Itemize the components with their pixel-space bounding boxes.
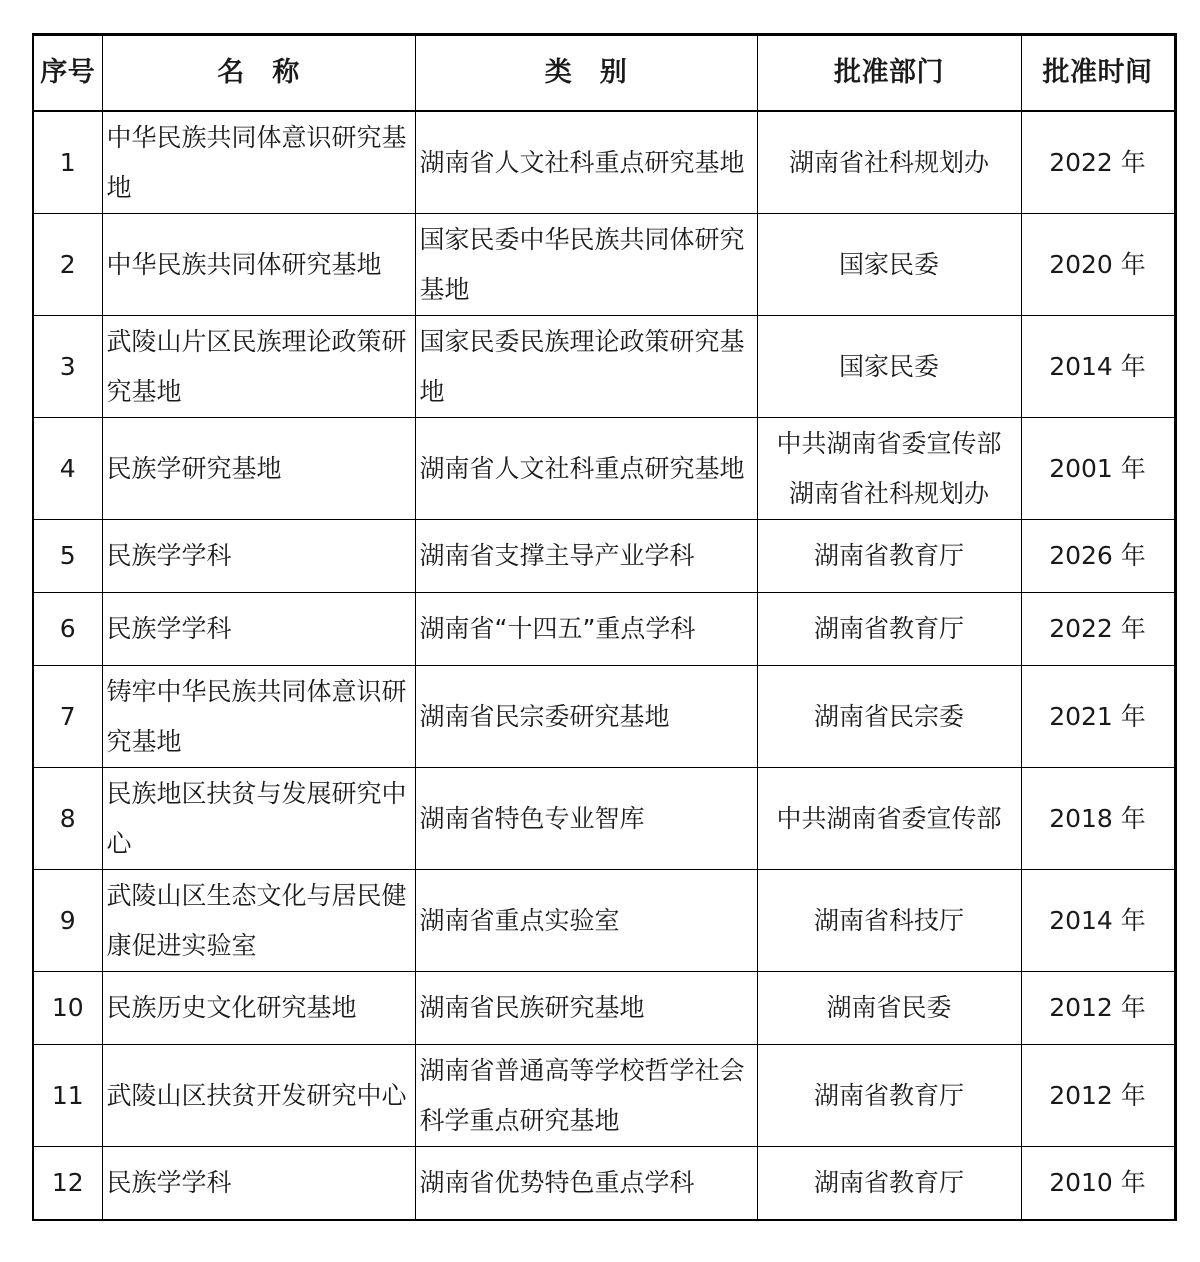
table-row xyxy=(33,316,1175,418)
table-body xyxy=(33,111,1175,1220)
cell-serial-number: 6 xyxy=(33,593,102,666)
cell-approval-time: 2014 年 xyxy=(1021,316,1175,418)
table-row xyxy=(33,214,1175,316)
cell-name: 中华民族共同体意识研究基地 xyxy=(102,111,415,214)
cell-category: 湖南省民宗委研究基地 xyxy=(415,666,757,768)
cell-name: 武陵山区扶贫开发研究中心 xyxy=(102,1045,415,1147)
table-row xyxy=(33,870,1175,972)
cell-approving-department xyxy=(757,972,1021,1045)
cell-approval-time: 2010 年 xyxy=(1021,1147,1175,1221)
header-category: 类 别 xyxy=(415,35,757,112)
cell-approval-time: 2014 年 xyxy=(1021,870,1175,972)
cell-name: 民族地区扶贫与发展研究中心 xyxy=(102,768,415,870)
cell-approving-department xyxy=(757,418,1021,520)
cell-approving-department xyxy=(757,1147,1021,1221)
cell-approving-department xyxy=(757,768,1021,870)
table-row xyxy=(33,1045,1175,1147)
cell-name: 民族学学科 xyxy=(102,1147,415,1221)
cell-approval-time: 2021 年 xyxy=(1021,666,1175,768)
cell-serial-number: 9 xyxy=(33,870,102,972)
table-header xyxy=(33,35,1175,112)
cell-name: 中华民族共同体研究基地 xyxy=(102,214,415,316)
cell-name: 民族学研究基地 xyxy=(102,418,415,520)
cell-approving-department xyxy=(757,520,1021,593)
department-line: 湖南省教育厅 xyxy=(813,1168,964,1197)
cell-category: 湖南省支撑主导产业学科 xyxy=(415,520,757,593)
header-serial-number: 序号 xyxy=(33,35,102,112)
department-line: 湖南省教育厅 xyxy=(813,614,964,643)
cell-approval-time: 2020 年 xyxy=(1021,214,1175,316)
cell-serial-number: 7 xyxy=(33,666,102,768)
header-approving-department: 批准部门 xyxy=(757,35,1021,112)
table-row xyxy=(33,418,1175,520)
header-row xyxy=(33,35,1175,112)
cell-serial-number: 12 xyxy=(33,1147,102,1221)
cell-approval-time: 2012 年 xyxy=(1021,972,1175,1045)
cell-category: 湖南省特色专业智库 xyxy=(415,768,757,870)
department-line: 湖南省民宗委 xyxy=(813,701,964,731)
cell-approving-department xyxy=(757,316,1021,418)
cell-approval-time: 2022 年 xyxy=(1021,111,1175,214)
cell-category: 湖南省优势特色重点学科 xyxy=(415,1147,757,1221)
cell-approving-department xyxy=(757,593,1021,666)
cell-category: 湖南省重点实验室 xyxy=(415,870,757,972)
header-approval-time: 批准时间 xyxy=(1021,35,1175,112)
cell-name: 民族学学科 xyxy=(102,520,415,593)
cell-approving-department xyxy=(757,1045,1021,1147)
table-row xyxy=(33,972,1175,1045)
cell-category: 湖南省人文社科重点研究基地 xyxy=(415,111,757,214)
department-line: 湖南省科技厅 xyxy=(813,905,964,935)
cell-name: 铸牢中华民族共同体意识研究基地 xyxy=(102,666,415,768)
cell-approving-department xyxy=(757,666,1021,768)
table-row xyxy=(33,1147,1175,1221)
cell-serial-number: 3 xyxy=(33,316,102,418)
header-name: 名 称 xyxy=(102,35,415,112)
cell-approval-time: 2012 年 xyxy=(1021,1045,1175,1147)
cell-approval-time: 2022 年 xyxy=(1021,593,1175,666)
department-line: 国家民委 xyxy=(838,351,939,381)
cell-category: 湖南省民族研究基地 xyxy=(415,972,757,1045)
cell-approving-department xyxy=(757,870,1021,972)
department-line: 中共湖南省委宣传部 xyxy=(776,428,1002,458)
cell-category: 湖南省普通高等学校哲学社会科学重点研究基地 xyxy=(415,1045,757,1147)
cell-approval-time: 2018 年 xyxy=(1021,768,1175,870)
table-row xyxy=(33,768,1175,870)
department-line: 湖南省教育厅 xyxy=(813,541,964,570)
cell-approving-department xyxy=(757,111,1021,214)
cell-category: 湖南省人文社科重点研究基地 xyxy=(415,418,757,520)
cell-approving-department xyxy=(757,214,1021,316)
cell-name: 武陵山片区民族理论政策研究基地 xyxy=(102,316,415,418)
table-row xyxy=(33,666,1175,768)
cell-name: 武陵山区生态文化与居民健康促进实验室 xyxy=(102,870,415,972)
department-line: 国家民委 xyxy=(838,249,939,279)
department-line: 湖南省教育厅 xyxy=(813,1080,964,1110)
department-line: 湖南省社科规划办 xyxy=(788,478,989,508)
cell-serial-number: 4 xyxy=(33,418,102,520)
department-line: 湖南省民委 xyxy=(826,993,952,1022)
cell-category: 国家民委中华民族共同体研究基地 xyxy=(415,214,757,316)
table-row xyxy=(33,111,1175,214)
department-line: 湖南省社科规划办 xyxy=(788,147,989,177)
cell-approval-time: 2001 年 xyxy=(1021,418,1175,520)
cell-category: 湖南省“十四五”重点学科 xyxy=(415,593,757,666)
cell-serial-number: 11 xyxy=(33,1045,102,1147)
cell-serial-number: 1 xyxy=(33,111,102,214)
cell-approval-time: 2026 年 xyxy=(1021,520,1175,593)
research-bases-table xyxy=(32,33,1177,1221)
cell-serial-number: 5 xyxy=(33,520,102,593)
cell-serial-number: 8 xyxy=(33,768,102,870)
cell-serial-number: 10 xyxy=(33,972,102,1045)
cell-category: 国家民委民族理论政策研究基地 xyxy=(415,316,757,418)
table-row xyxy=(33,593,1175,666)
cell-serial-number: 2 xyxy=(33,214,102,316)
cell-name: 民族学学科 xyxy=(102,593,415,666)
department-line: 中共湖南省委宣传部 xyxy=(776,803,1002,833)
table-row xyxy=(33,520,1175,593)
cell-name: 民族历史文化研究基地 xyxy=(102,972,415,1045)
